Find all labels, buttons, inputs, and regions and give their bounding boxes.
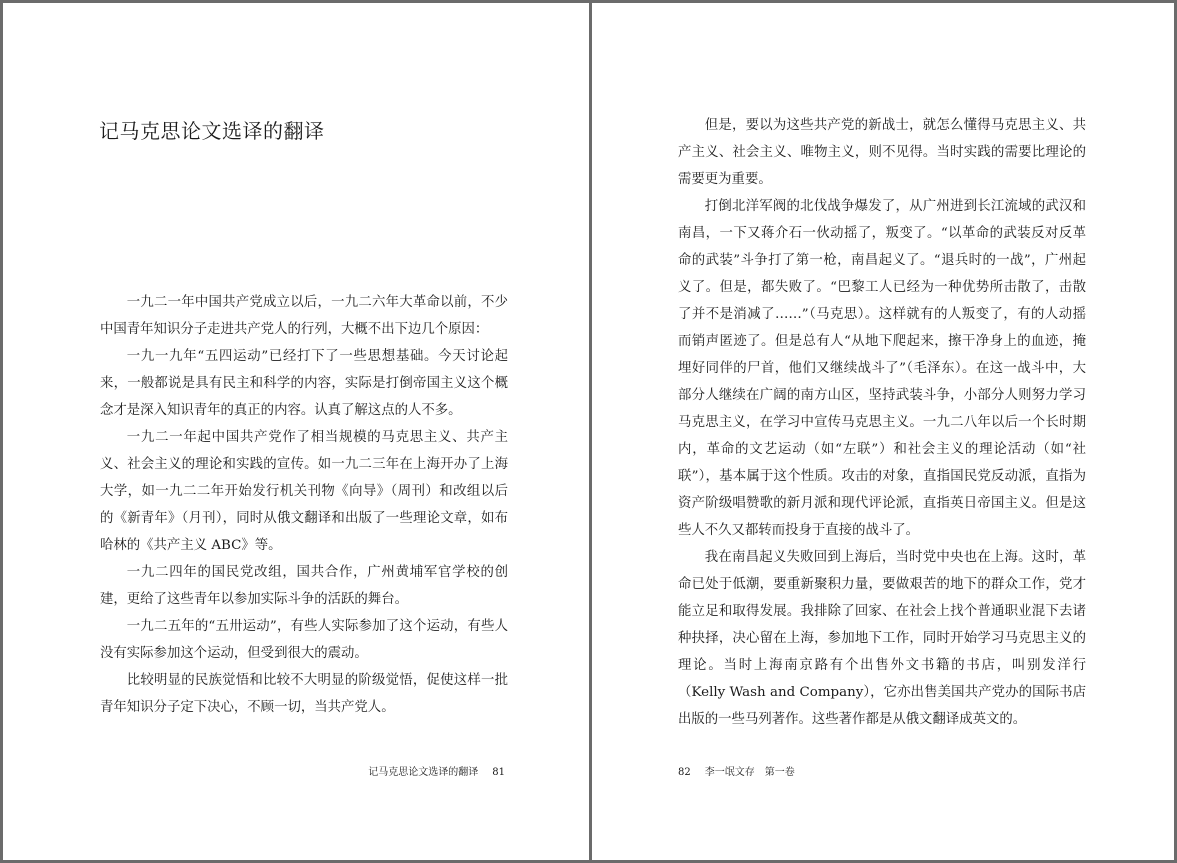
footer-title: 李一氓文存 第一卷 — [704, 767, 795, 778]
page-number: 82 — [678, 767, 691, 778]
paragraph: 我在南昌起义失败回到上海后，当时党中央也在上海。这时，革命已处于低潮，要重新聚积力量，要做艰苦的地下的群众工作，党才能立足和取得发展。我排除了回家、在社会上找个普通职业混下去诸种抉择，决心留在上海，参加地下工作，同时开始学习马克思主义的理论。当时上海南京路有个出售外文书籍的书店，叫别发洋行（Kelly Wash and Company），它亦出售美国共产党办的国际书店出版的一些马列著作。这些著作都是从俄文翻译成英文的。 — [678, 550, 1086, 727]
running-footer — [678, 763, 795, 778]
paragraph: 一九二四年的国民党改组，国共合作，广州黄埔军官学校的创建，更给了这些青年以参加实际斗争的活跃的舞台。 — [100, 565, 508, 607]
right-page — [592, 3, 1174, 860]
chapter-title: 记马克思论文选译的翻译 — [99, 119, 325, 143]
paragraph: 但是，要以为这些共产党的新战士，就怎么懂得马克思主义、共产主义、社会主义、唯物主义，则不见得。当时实践的需要比理论的需要更为重要。 — [678, 118, 1086, 187]
left-page-body — [100, 289, 508, 721]
paragraph: 一九二一年起中国共产党作了相当规模的马克思主义、共产主义、社会主义的理论和实践的宣传。如一九二三年在上海开办了上海大学，如一九二二年开始发行机关刊物《向导》（周刊）和改组以后的《新青年》（月刊），同时从俄文翻译和出版了一些理论文章，如布哈林的《共产主义 ABC》等。 — [100, 430, 508, 553]
footer-title: 记马克思论文选译的翻译 — [368, 767, 479, 778]
running-footer — [368, 763, 505, 778]
paragraph: 一九一九年“五四运动”已经打下了一些思想基础。今天讨论起来，一般都说是具有民主和科学的内容，实际是打倒帝国主义这个概念才是深入知识青年的真正的内容。认真了解这点的人不多。 — [100, 349, 508, 418]
paragraph: 比较明显的民族觉悟和比较不大明显的阶级觉悟，促使这样一批青年知识分子定下决心，不顾一切，当共产党人。 — [100, 673, 508, 715]
page-number: 81 — [492, 767, 505, 778]
right-page-body — [678, 112, 1086, 733]
left-page — [3, 3, 589, 860]
paragraph: 一九二五年的“五卅运动”，有些人实际参加了这个运动，有些人没有实际参加这个运动，但受到很大的震动。 — [100, 619, 508, 661]
paragraph: 一九二一年中国共产党成立以后，一九二六年大革命以前，不少中国青年知识分子走进共产党人的行列，大概不出下边几个原因： — [100, 295, 508, 337]
paragraph: 打倒北洋军阀的北伐战争爆发了，从广州进到长江流域的武汉和南昌，一下又蒋介石一伙动摇了，叛变了。“以革命的武装反对反革命的武装”斗争打了第一枪，南昌起义了。“退兵时的一战”，广州起义了。但是，都失败了。“巴黎工人已经为一种优势所击散了，击散了并不是消减了……”（马克思）。这样就有的人叛变了，有的人动摇而销声匿迹了。但是总有人“从地下爬起来，擦干净身上的血迹，掩埋好同伴的尸首，他们又继续战斗了”（毛泽东）。在这一战斗中，大部分人继续在广阔的南方山区，坚持武装斗争，小部分人则努力学习马克思主义，在学习中宣传马克思主义。一九二八年以后一个长时期内，革命的文艺运动（如“左联”）和社会主义的理论活动（如“社联”），基本属于这个性质。攻击的对象，直指国民党反动派，直指为资产阶级唱赞歌的新月派和现代评论派，直指英日帝国主义。但是这些人不久又都转而投身于直接的战斗了。 — [678, 199, 1086, 538]
